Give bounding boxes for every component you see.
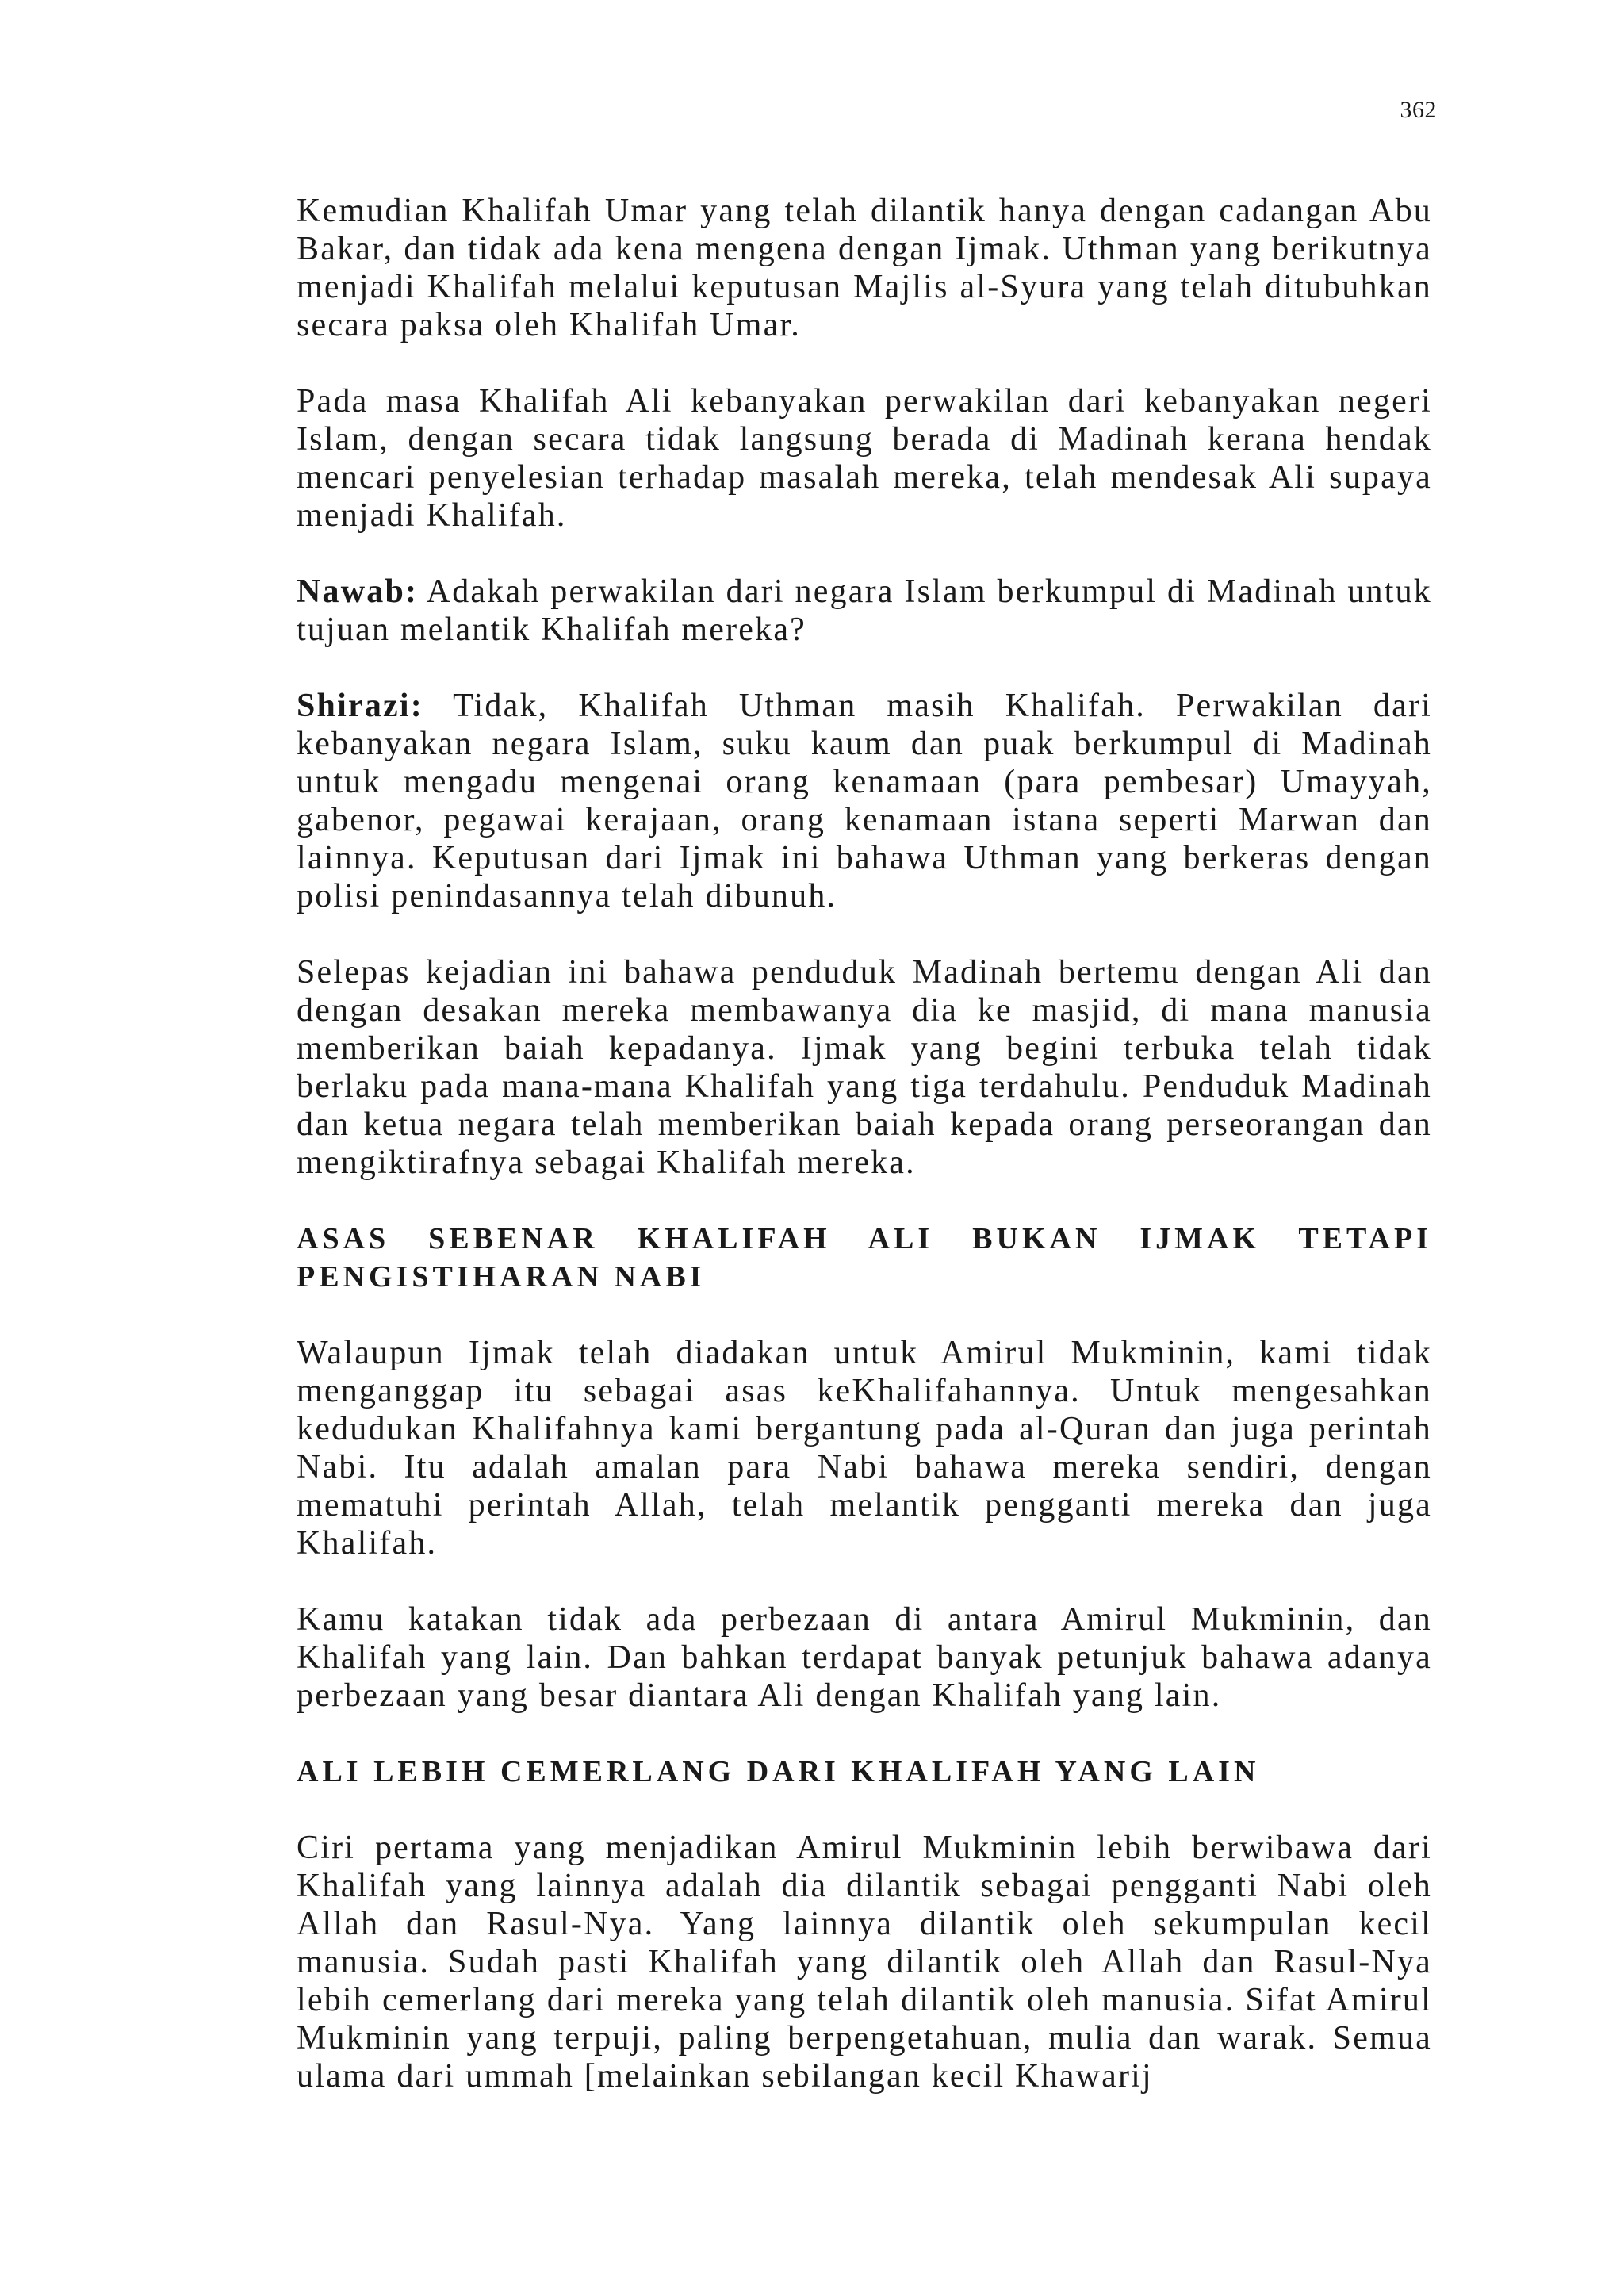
paragraph-shirazi: [297, 687, 1432, 915]
paragraph-nawab: [297, 573, 1432, 649]
paragraph-7: Kamu katakan tidak ada perbezaan di antara Amirul Mukminin, dan Khalifah yang lain. Dan bahkan terdapat banyak petunjuk bahawa adanya perbezaan yang besar diantara Ali dengan Khalifah yang lain.: [297, 1601, 1432, 1714]
section-heading-2: ALI LEBIH CEMERLANG DARI KHALIFAH YANG LAIN: [297, 1755, 1260, 1788]
paragraph-8: Ciri pertama yang menjadikan Amirul Mukminin lebih berwibawa dari Khalifah yang lainnya adalah dia dilantik sebagai pengganti Nabi oleh Allah dan Rasul-Nya. Yang lainnya dilantik oleh sekumpulan kecil manusia. Sudah pasti Khalifah yang dilantik oleh Allah dan Rasul-Nya lebih cemerlang dari mereka yang telah dilantik oleh manusia. Sifat Amirul Mukminin yang terpuji, paling berpengetahuan, mulia dan warak. Semua ulama dari ummah [melainkan sebilangan kecil Khawarij: [297, 1830, 1432, 2095]
page-body: [297, 192, 1432, 2095]
page-number: 362: [1400, 97, 1437, 123]
paragraph-5: Selepas kejadian ini bahawa penduduk Madinah bertemu dengan Ali dan dengan desakan mereka membawanya dia ke masjid, di mana manusia memberikan baiah kepadanya. Ijmak yang begini terbuka telah tidak berlaku pada mana-mana Khalifah yang tiga terdahulu. Penduduk Madinah dan ketua negara telah memberikan baiah kepada orang perseorangan dan mengiktirafnya sebagai Khalifah mereka.: [297, 954, 1432, 1181]
section-heading-1: [297, 1220, 1432, 1296]
section-heading-1-line-1: ASAS SEBENAR KHALIFAH ALI BUKAN IJMAK TETAPI: [297, 1222, 1432, 1255]
section-heading-1-line-2: PENGISTIHARAN NABI: [297, 1260, 706, 1294]
paragraph-nawab-text: Adakah perwakilan dari negara Islam berkumpul di Madinah untuk tujuan melantik Khalifah mereka?: [297, 573, 1432, 648]
speaker-label-nawab: Nawab:: [297, 573, 419, 610]
paragraph-1: Kemudian Khalifah Umar yang telah dilantik hanya dengan cadangan Abu Bakar, dan tidak ada kena mengena dengan Ijmak. Uthman yang berikutnya menjadi Khalifah melalui keputusan Majlis al-Syura yang telah ditubuhkan secara paksa oleh Khalifah Umar.: [297, 193, 1432, 343]
paragraph-shirazi-text: Tidak, Khalifah Uthman masih Khalifah. Perwakilan dari kebanyakan negara Islam, suku kaum dan puak berkumpul di Madinah untuk mengadu mengenai orang kenamaan (para pembesar) Umayyah, gabenor, pegawai kerajaan, orang kenamaan istana seperti Marwan dan lainnya. Keputusan dari Ijmak ini bahawa Uthman yang berkeras dengan polisi penindasannya telah dibunuh.: [297, 688, 1432, 914]
speaker-label-shirazi: Shirazi:: [297, 688, 423, 724]
paragraph-6: Walaupun Ijmak telah diadakan untuk Amirul Mukminin, kami tidak menganggap itu sebagai asas keKhalifahannya. Untuk mengesahkan kedudukan Khalifahnya kami bergantung pada al-Quran dan juga perintah Nabi. Itu adalah amalan para Nabi bahawa mereka sendiri, dengan mematuhi perintah Allah, telah melantik pengganti mereka dan juga Khalifah.: [297, 1335, 1432, 1562]
paragraph-2: Pada masa Khalifah Ali kebanyakan perwakilan dari kebanyakan negeri Islam, dengan secara tidak langsung berada di Madinah kerana hendak mencari penyelesian terhadap masalah mereka, telah mendesak Ali supaya menjadi Khalifah.: [297, 383, 1432, 534]
